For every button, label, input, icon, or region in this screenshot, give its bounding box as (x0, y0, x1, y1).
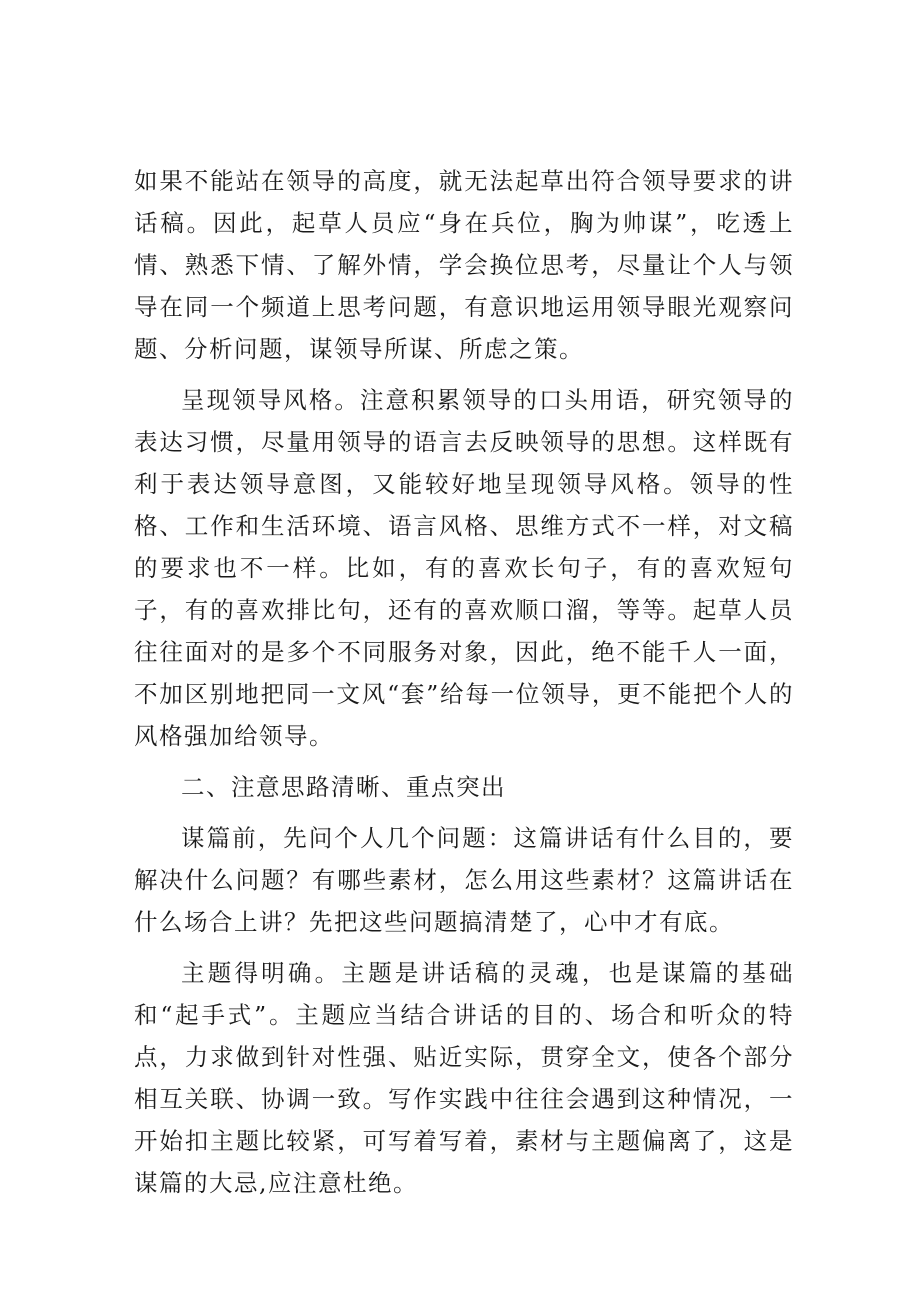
section-heading: 二、注意思路清晰、重点突出 (181, 773, 506, 801)
paragraph-clear-theme: 主题得明确。主题是讲话稿的灵魂，也是谋篇的基础和“起手式”。主题应当结合讲话的目的、场合和听众的特点，力求做到针对性强、贴近实际，贯穿全文，使各个部分相互关联、协调一致。写作实践中往往会遇到这种情况，一开始扣主题比较紧，可写着写着，素材与主题偏离了，这是谋篇的大忌,应注意杜绝。 (134, 959, 794, 1197)
paragraph-leadership-style: 呈现领导风格。注意积累领导的口头用语，研究领导的表达习惯，尽量用领导的语言去反映领导的思想。这样既有利于表达领导意图，又能较好地呈现领导风格。领导的性格、工作和生活环境、语言风格、思维方式不一样，对文稿的要求也不一样。比如，有的喜欢长句子，有的喜欢短句子，有的喜欢排比句，还有的喜欢顺口溜，等等。起草人员往往面对的是多个不同服务对象，因此，绝不能千人一面，不加区别地把同一文风“套”给每一位领导，更不能把个人的风格强加给领导。 (134, 386, 794, 750)
paragraph-continuation: 如果不能站在领导的高度，就无法起草出符合领导要求的讲话稿。因此，起草人员应“身在兵位，胸为帅谋”，吃透上情、熟悉下情、了解外情，学会换位思考，尽量让个人与领导在同一个频道上思考问题，有意识地运用领导眼光观察问题、分析问题，谋领导所谋、所虑之策。 (134, 167, 794, 363)
document-body (134, 160, 794, 1213)
paragraph-planning-questions: 谋篇前，先问个人几个问题：这篇讲话有什么目的，要解决什么问题？有哪些素材，怎么用这些素材？这篇讲话在什么场合上讲？先把这些问题搞清楚了，心中才有底。 (134, 824, 794, 936)
